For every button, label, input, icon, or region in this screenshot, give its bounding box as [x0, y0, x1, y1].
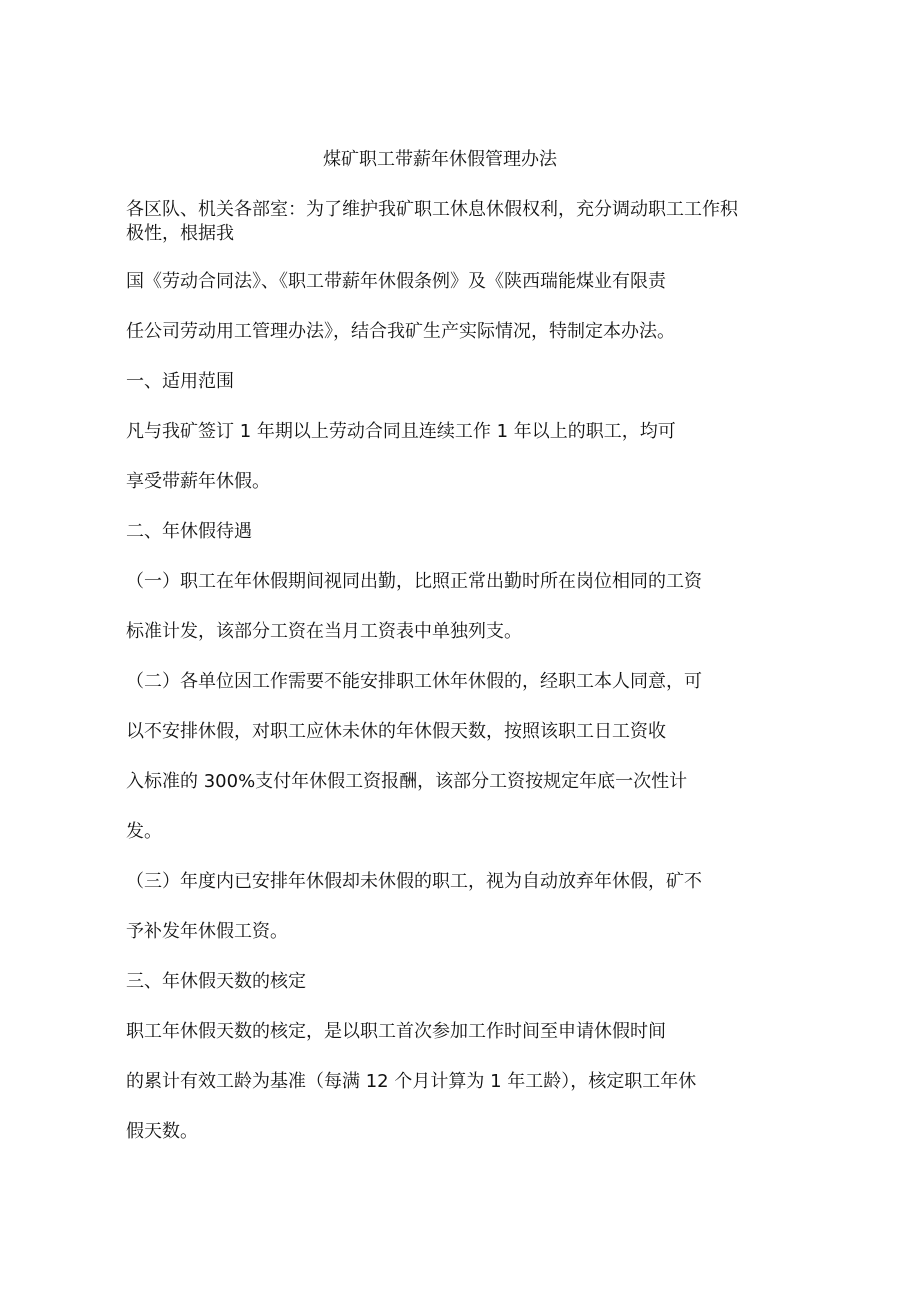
text-line: 享受带薪年休假。 [126, 471, 270, 492]
text-line: 假天数。 [126, 1121, 198, 1142]
text-line: （三）年度内已安排年休假却未休假的职工，视为自动放弃年休假，矿不 [126, 871, 702, 892]
document-title: 煤矿职工带薪年休假管理办法 [323, 149, 557, 170]
section-heading: 一、适用范围 [126, 371, 234, 392]
text-line: 极性，根据我 [126, 223, 234, 244]
text-line: 的累计有效工龄为基准（每满 12 个月计算为 1 年工龄），核定职工年休 [126, 1071, 697, 1092]
text-line: （二）各单位因工作需要不能安排职工休年休假的，经职工本人同意，可 [126, 671, 702, 692]
text-line: （一）职工在年休假期间视同出勤，比照正常出勤时所在岗位相同的工资 [126, 571, 702, 592]
text-line: 职工年休假天数的核定，是以职工首次参加工作时间至申请休假时间 [126, 1021, 666, 1042]
text-line: 标准计发，该部分工资在当月工资表中单独列支。 [126, 621, 522, 642]
text-line: 入标准的 300%支付年休假工资报酬，该部分工资按规定年底一次性计 [126, 771, 688, 792]
section-heading: 三、年休假天数的核定 [126, 971, 306, 992]
text-line: 发。 [126, 821, 162, 842]
text-line: 凡与我矿签订 1 年期以上劳动合同且连续工作 1 年以上的职工，均可 [126, 421, 676, 442]
text-line: 以不安排休假，对职工应休未休的年休假天数，按照该职工日工资收 [126, 721, 666, 742]
text-line: 国《劳动合同法》、《职工带薪年休假条例》及《陕西瑞能煤业有限责 [126, 271, 666, 292]
text-line: 予补发年休假工资。 [126, 921, 288, 942]
text-line: 任公司劳动用工管理办法》，结合我矿生产实际情况，特制定本办法。 [126, 321, 675, 342]
text-line: 各区队、机关各部室：为了维护我矿职工休息休假权利，充分调动职工工作积 [126, 199, 738, 220]
section-heading: 二、年休假待遇 [126, 521, 252, 542]
